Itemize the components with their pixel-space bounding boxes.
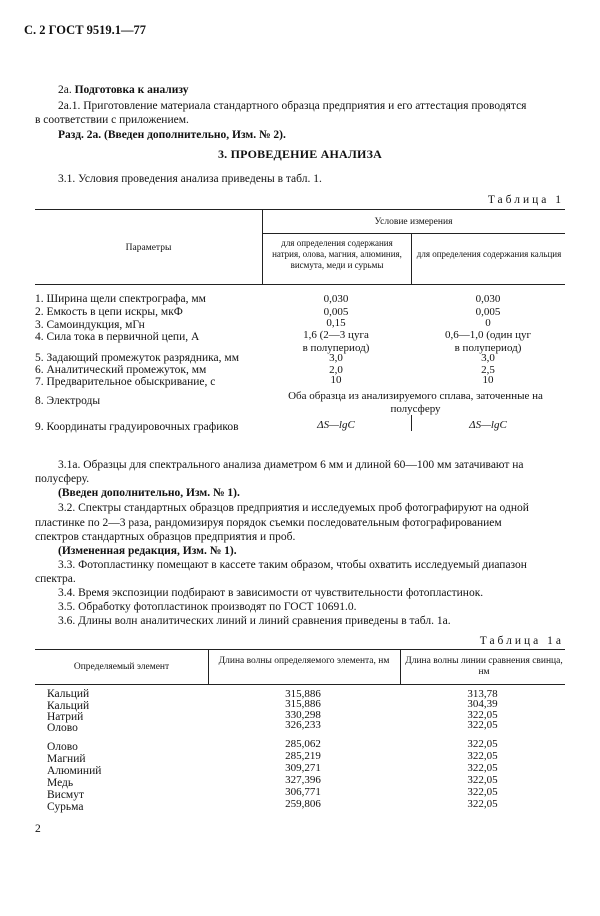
section-2a-heading bbox=[58, 83, 189, 98]
section-3-title: 3. ПРОВЕДЕНИЕ АНАЛИЗА bbox=[217, 147, 382, 161]
table1-col-a: для определения содержания натрия, олова, магния, алюминия, висмута, меди и сурьмы bbox=[272, 238, 402, 270]
table1-row-a: 0,15 bbox=[326, 317, 346, 329]
table1-row-b-cont: в полупериод) bbox=[454, 342, 522, 354]
table1-header-rule bbox=[35, 284, 565, 285]
table1a-col-ref: Длина волны линии сравнения свинца, нм bbox=[405, 656, 563, 678]
table1a-ref: 322,05 bbox=[467, 762, 498, 774]
running-title: С. 2 ГОСТ 9519.1—77 bbox=[24, 23, 147, 37]
table1a-label: Таблица 1а bbox=[479, 635, 564, 647]
table1a-top-rule bbox=[35, 649, 565, 650]
table1-row-param: 5. Задающий промежуток разрядника, мм bbox=[35, 352, 239, 364]
para-3-6: 3.6. Длины волн аналитических линий и линий сравнения приведены в табл. 1а. bbox=[58, 615, 451, 627]
table1-condition-rule bbox=[262, 233, 565, 234]
table1a-element: Олово bbox=[47, 741, 78, 753]
table1-row-a: 1,6 (2—3 цуга bbox=[303, 329, 369, 341]
table1a-header-rule bbox=[35, 684, 565, 685]
table1-top-rule bbox=[35, 209, 565, 210]
section-2a-title: Подготовка к анализу bbox=[74, 84, 189, 96]
table1-row-a: 10 bbox=[330, 374, 342, 386]
table1a-col-element: Определяемый элемент bbox=[73, 662, 170, 672]
page-number: 2 bbox=[35, 823, 41, 835]
table1-row-a: ΔS—lgC bbox=[317, 419, 355, 431]
table1-row-b: 3,0 bbox=[481, 352, 495, 364]
table1-row-electrodes-line1: Оба образца из анализируемого сплава, заточенные на bbox=[288, 390, 543, 402]
table1-row-b: 0 bbox=[485, 317, 491, 329]
table1a-ref: 322,05 bbox=[467, 719, 498, 731]
table1a-ref: 304,39 bbox=[467, 698, 498, 710]
table1a-wave: 315,886 bbox=[285, 688, 321, 700]
para-3-1a-line2: полусферу. bbox=[35, 473, 90, 485]
table1a-wave: 285,219 bbox=[285, 750, 321, 762]
table1a-wave: 309,271 bbox=[285, 762, 321, 774]
table1a-element: Медь bbox=[47, 777, 74, 789]
table1a-element: Висмут bbox=[47, 789, 84, 801]
table1-row-b: 10 bbox=[482, 374, 494, 386]
table1-row-b: 2,5 bbox=[481, 364, 495, 376]
table1a-wave: 259,806 bbox=[285, 798, 321, 810]
para-3-1: 3.1. Условия проведения анализа приведены в табл. 1. bbox=[58, 173, 322, 185]
table1-row-param: 9. Координаты градуировочных графиков bbox=[35, 421, 239, 433]
table1-row9-divider bbox=[411, 415, 412, 431]
para-3-2-line1: 3.2. Спектры стандартных образцов предприятия и исследуемых проб фотографируют на одной bbox=[58, 502, 529, 514]
table1a-wave: 326,233 bbox=[285, 719, 321, 731]
table1a-col-wave: Длина волны определяемого элемента, нм bbox=[218, 656, 390, 666]
table1a-ref: 322,05 bbox=[467, 750, 498, 762]
table1-row-a: 2,0 bbox=[329, 364, 343, 376]
para-3-2-line2: пластинке по 2—3 раза, рандомизируя порядок съемки последовательным фотографированием bbox=[35, 517, 502, 529]
para-3-1a-line1: 3.1а. Образцы для спектрального анализа диаметром 6 мм и длиной 60—100 мм затачивают на bbox=[58, 459, 524, 471]
table1a-element: Алюминий bbox=[47, 765, 102, 777]
section-2a-number: 2а. bbox=[58, 84, 72, 96]
table1-row-electrodes-line2: полусферу bbox=[390, 403, 441, 415]
table1a-element: Сурьма bbox=[47, 801, 84, 813]
table1a-ref: 322,05 bbox=[467, 786, 498, 798]
table1a-ref: 322,05 bbox=[467, 738, 498, 750]
table1-row-a: 0,030 bbox=[323, 293, 349, 305]
table1a-ref: 322,05 bbox=[467, 774, 498, 786]
table1a-element: Кальций bbox=[47, 688, 90, 700]
table1a-element: Натрий bbox=[47, 711, 84, 723]
table1-row-b: 0,030 bbox=[475, 293, 501, 305]
table1a-wave: 306,771 bbox=[285, 786, 321, 798]
table1-row-b: ΔS—lgC bbox=[469, 419, 507, 431]
para-2a1-line1: 2а.1. Приготовление материала стандартного образца предприятия и его аттестация проводятся bbox=[58, 100, 527, 112]
table1-row-a-cont: в полупериод) bbox=[302, 342, 370, 354]
table1a-element: Олово bbox=[47, 722, 78, 734]
para-2a1-line2: в соответствии с приложением. bbox=[35, 114, 189, 126]
table1-row-b: 0,6—1,0 (один цуг bbox=[444, 329, 532, 341]
table1-row-param: 4. Сила тока в первичной цепи, А bbox=[35, 331, 200, 343]
table1-col-b: для определения содержания кальция bbox=[416, 249, 562, 259]
table1-row-param: 8. Электроды bbox=[35, 395, 101, 407]
table1a-ref: 322,05 bbox=[467, 798, 498, 810]
section-2a-note: Разд. 2а. (Введен дополнительно, Изм. № 2). bbox=[58, 129, 286, 141]
table1-row-param: 6. Аналитический промежуток, мм bbox=[35, 364, 207, 376]
table1-divider-sub bbox=[411, 233, 412, 284]
para-3-2-line3: спектров стандартных образцов предприятия и проб. bbox=[35, 531, 296, 543]
table1a-element: Магний bbox=[47, 753, 86, 765]
para-3-5: 3.5. Обработку фотопластинок производят по ГОСТ 10691.0. bbox=[58, 601, 357, 613]
table1-row-b: 0,005 bbox=[475, 306, 501, 318]
table1a-wave: 285,062 bbox=[285, 738, 321, 750]
table1-row-param: 2. Емкость в цепи искры, мкФ bbox=[35, 306, 183, 318]
table1-col-params: Параметры bbox=[125, 243, 172, 253]
table1a-ref: 322,05 bbox=[467, 709, 498, 721]
table1-row-a: 3,0 bbox=[329, 352, 343, 364]
table1-label: Таблица 1 bbox=[487, 194, 564, 206]
table1-row-param: 7. Предварительное обыскривание, с bbox=[35, 376, 216, 388]
para-3-1a-note: (Введен дополнительно, Изм. № 1). bbox=[58, 487, 240, 499]
table1-row-param: 1. Ширина щели спектрографа, мм bbox=[35, 293, 206, 305]
para-3-3-line1: 3.3. Фотопластинку помещают в кассете таким образом, чтобы охватить исследуемый диапазон bbox=[58, 559, 527, 571]
table1a-element: Кальций bbox=[47, 700, 90, 712]
table1a-wave: 315,886 bbox=[285, 698, 321, 710]
table1a-ref: 313,78 bbox=[467, 688, 498, 700]
para-3-4: 3.4. Время экспозиции подбирают в зависимости от чувствительности фотопластинок. bbox=[58, 587, 484, 599]
para-3-3-line2: спектра. bbox=[35, 573, 76, 585]
table1a-wave: 327,396 bbox=[285, 774, 321, 786]
table1-col-condition: Условие измерения bbox=[374, 217, 453, 227]
table1-row-param: 3. Самоиндукция, мГн bbox=[35, 319, 145, 331]
table1a-wave: 330,298 bbox=[285, 709, 321, 721]
table1a-divider-1 bbox=[208, 649, 209, 684]
table1a-divider-2 bbox=[400, 649, 401, 684]
para-3-2-note: (Измененная редакция, Изм. № 1). bbox=[58, 545, 237, 557]
table1-row-a: 0,005 bbox=[323, 306, 349, 318]
